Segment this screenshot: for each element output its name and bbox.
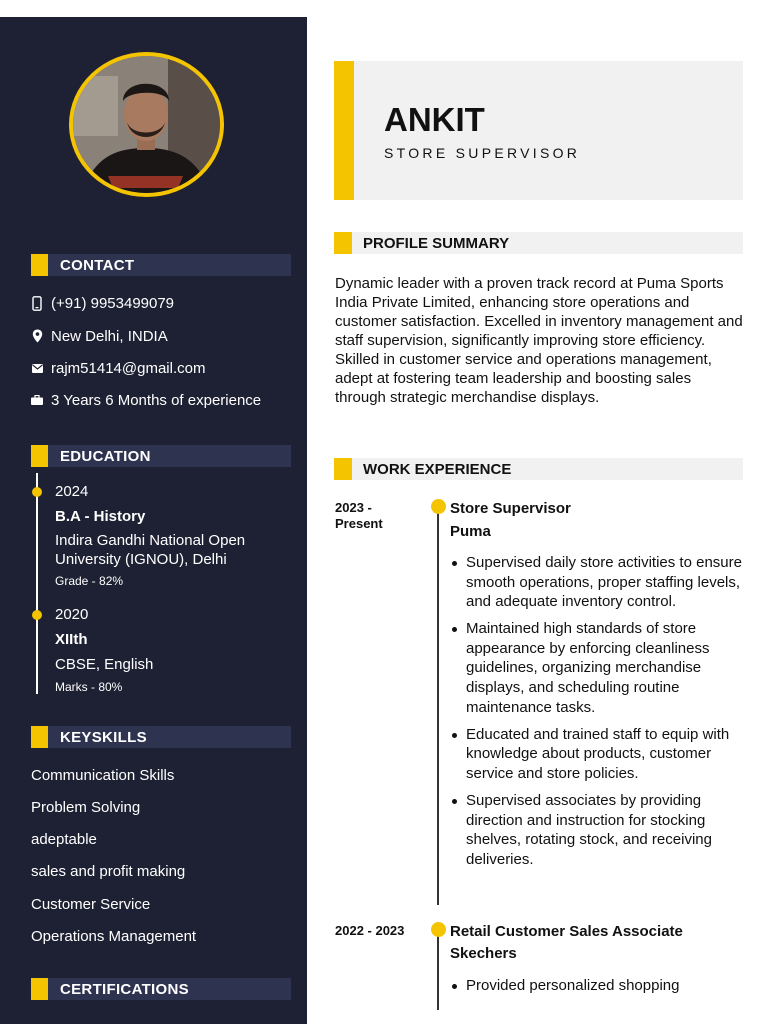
contact-phone: [31, 293, 174, 313]
location-pin-icon: [31, 328, 43, 344]
contact-experience: [31, 390, 261, 410]
experience-timeline-line: [437, 507, 439, 905]
heading-accent-bar: [334, 458, 352, 480]
certifications-heading: [31, 978, 291, 1000]
education-timeline-line: [36, 473, 38, 694]
job-date: 2023 -: [335, 500, 372, 515]
certifications-heading-label: CERTIFICATIONS: [60, 981, 189, 998]
job-bullet: Provided personalized shopping: [450, 976, 745, 996]
job-bullet: Maintained high standards of store appearance by enforcing cleanliness guidelines, organizing merchandise displays, and scheduling routine maintenance tasks.: [450, 619, 745, 717]
education-year: 2020: [55, 606, 89, 623]
job-title: Store Supervisor: [450, 500, 571, 517]
education-grade: Marks - 80%: [55, 680, 123, 694]
heading-accent-bar: [31, 254, 48, 276]
experience-timeline-line: [437, 930, 439, 1010]
education-degree: B.A - History: [55, 508, 146, 525]
contact-phone-text: (+91) 9953499079: [51, 294, 175, 312]
keyskills-heading-label: KEYSKILLS: [60, 729, 147, 746]
job-bullet: Supervised associates by providing direction and instruction for stocking shelves, rotating stock, and receiving deliveries.: [450, 791, 745, 869]
contact-heading-label: CONTACT: [60, 257, 135, 274]
education-grade: Grade - 82%: [55, 574, 124, 588]
candidate-name: ANKIT: [384, 101, 485, 138]
contact-location-text: New Delhi, INDIA: [51, 327, 168, 345]
name-header: [334, 61, 743, 200]
skill-item: Customer Service: [31, 896, 151, 913]
heading-accent-bar: [31, 726, 48, 748]
phone-icon: [31, 295, 43, 311]
work-experience-heading: [334, 458, 743, 480]
contact-experience-text: 3 Years 6 Months of experience: [51, 391, 262, 409]
profile-photo: [69, 52, 224, 197]
mail-icon: [31, 360, 43, 376]
job-bullet-list: [450, 553, 745, 877]
education-institution: CBSE, English: [55, 656, 154, 673]
contact-email[interactable]: [31, 358, 205, 378]
experience-timeline-dot: [431, 922, 446, 937]
heading-accent-bar: [31, 445, 48, 467]
education-degree: XIIth: [55, 631, 88, 648]
job-bullet: Educated and trained staff to equip with knowledge about products, customer service and store policies.: [450, 725, 745, 784]
profile-summary-heading-label: PROFILE SUMMARY: [363, 235, 510, 252]
job-date: Present: [335, 516, 383, 531]
briefcase-icon: [31, 392, 43, 408]
education-timeline-dot: [32, 487, 42, 497]
skill-item: Communication Skills: [31, 767, 175, 784]
education-institution: University (IGNOU), Delhi: [55, 551, 227, 568]
contact-email-text[interactable]: rajm51414@gmail.com: [51, 359, 206, 377]
education-institution: Indira Gandhi National Open: [55, 532, 246, 549]
job-bullet: Supervised daily store activities to ensure smooth operations, proper staffing levels, and adequate inventory control.: [450, 553, 745, 612]
job-bullet-list: [450, 976, 745, 1003]
skill-item: Problem Solving: [31, 799, 141, 816]
skill-item: sales and profit making: [31, 863, 186, 880]
work-experience-heading-label: WORK EXPERIENCE: [363, 461, 512, 478]
heading-accent-bar: [31, 978, 48, 1000]
skill-item: Operations Management: [31, 928, 197, 945]
candidate-role: STORE SUPERVISOR: [384, 145, 581, 161]
skill-item: adeptable: [31, 831, 97, 848]
education-year: 2024: [55, 483, 89, 500]
job-company: Puma: [450, 523, 491, 540]
contact-heading: [31, 254, 291, 276]
job-title: Retail Customer Sales Associate: [450, 923, 683, 940]
education-heading-label: EDUCATION: [60, 448, 151, 465]
profile-summary-heading: [334, 232, 743, 254]
profile-summary-text: Dynamic leader with a proven track record at Puma Sports India Private Limited, enhancing store operations and customer satisfaction. Excelled in inventory management and staff supervision, significantly improving store efficiency. Skilled in customer service and operations management, adept at fostering team leadership and boosting sales through strategic merchandise displays.: [335, 275, 743, 406]
job-company: Skechers: [450, 945, 517, 962]
experience-timeline-dot: [431, 499, 446, 514]
education-timeline-dot: [32, 610, 42, 620]
contact-location: [31, 326, 168, 346]
heading-accent-bar: [334, 232, 352, 254]
job-date: 2022 - 2023: [335, 923, 405, 938]
keyskills-heading: [31, 726, 291, 748]
header-accent-bar: [334, 61, 354, 200]
education-heading: [31, 445, 291, 467]
